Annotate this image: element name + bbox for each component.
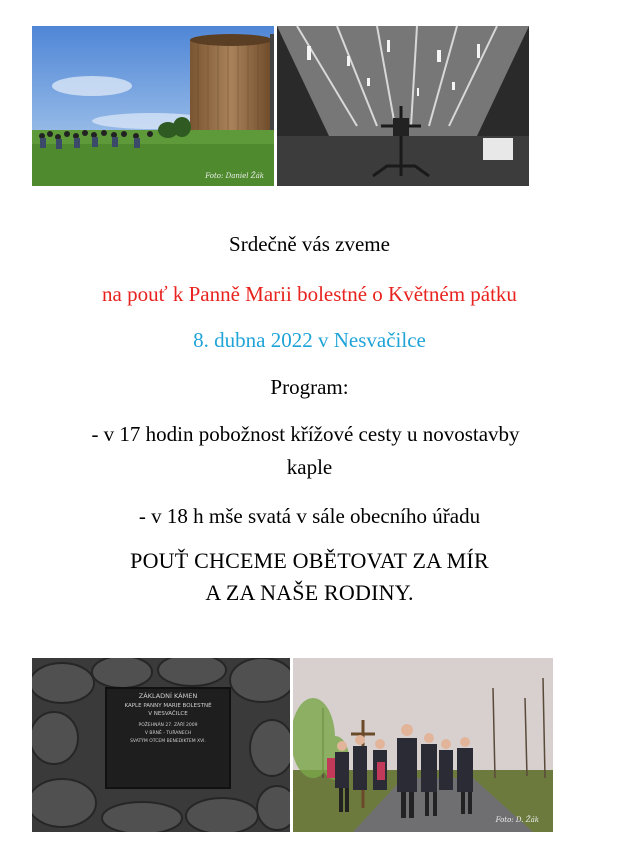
procession-photo [293, 658, 553, 832]
foundation-stone-photo [32, 658, 290, 832]
plaque-line: V BRNĚ - TUŘANECH [144, 731, 192, 736]
plaque-line: POŽEHNÁN 27. ZÁŘÍ 2009 [138, 723, 198, 728]
chapel-interior-photo [277, 26, 529, 186]
pilgrimage-line: na pouť k Panně Marii bolestné o Květném pátku [102, 282, 517, 306]
program-item-1-continued: kaple [286, 455, 333, 479]
program-item-2: - v 18 h mše svatá v sále obecního úřadu [138, 504, 481, 528]
closing-line-1: POUŤ CHCEME OBĚTOVAT ZA MÍR [130, 548, 489, 573]
closing-line-2: A ZA NAŠE RODINY. [205, 580, 414, 605]
tower-photo-credit: Foto: Daniel Žák [205, 172, 264, 180]
date-place-line: 8. dubna 2022 v Nesvačilce [193, 328, 426, 352]
program-item-1: - v 17 hodin pobožnost křížové cesty u novostavby [91, 422, 520, 446]
procession-photo-credit: Foto: D. Žák [495, 816, 539, 824]
plaque-title: ZÁKLADNÍ KÁMEN [138, 692, 198, 700]
plaque-line: V NESVAČILCE [148, 711, 188, 717]
chapel-exterior-photo [32, 26, 274, 186]
program-heading: Program: [270, 375, 349, 399]
plaque-line: KAPLE PANNY MARIE BOLESTNÉ [124, 703, 212, 709]
invitation-line: Srdečně vás zveme [229, 232, 390, 256]
plaque-line: SVATÝM OTCEM BENEDIKTEM XVI. [130, 739, 206, 744]
